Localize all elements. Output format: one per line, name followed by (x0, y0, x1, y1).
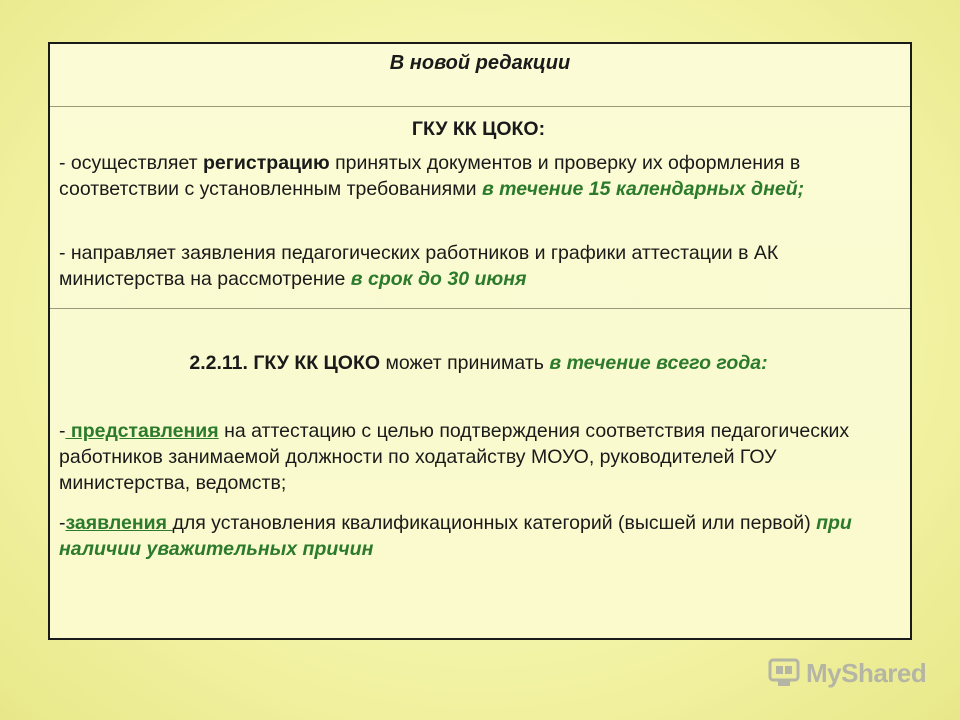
myshared-logo-icon (768, 658, 800, 688)
underlined-term: заявления (65, 512, 173, 534)
org-title: ГКУ КК ЦОКО: (411, 118, 546, 140)
list-item: -заявления для установления квалификационных категорий (высшей или первой) при наличии уважительных причин (59, 512, 852, 560)
section-old-rules (50, 106, 910, 309)
deadline-text: в срок до 30 июня (350, 268, 527, 290)
watermark-text: MyShared (806, 657, 927, 688)
condition-text: при наличии уважительных причин (59, 512, 852, 560)
underlined-term: представления (65, 420, 219, 442)
myshared-watermark (768, 657, 926, 689)
header-row (50, 44, 910, 107)
deadline-text: в течение всего года: (549, 352, 768, 374)
bold-term: регистрацию (203, 152, 330, 174)
list-item: - направляет заявления педагогических работников и графики аттестации в АК министерства на рассмотрение в срок до 30 июня (59, 242, 779, 290)
section-lead: 2.2.11. ГКУ КК ЦОКО может принимать в течение всего года: (189, 352, 768, 374)
content-table (48, 42, 912, 640)
deadline-text: в течение 15 календарных дней; (481, 178, 805, 200)
section-new-rules (50, 308, 910, 638)
list-item: - представления на аттестацию с целью подтверждения соответствия педагогических работников занимаемой должности по ходатайству МОУО, руководителей ГОУ министерства, ведомств; (59, 420, 850, 494)
header-title: В новой редакции (389, 52, 571, 74)
list-item: - осуществляет регистрацию принятых документов и проверку их оформления в соответствии с установленным требованиями в течение 15 календарных дней; (59, 152, 805, 200)
